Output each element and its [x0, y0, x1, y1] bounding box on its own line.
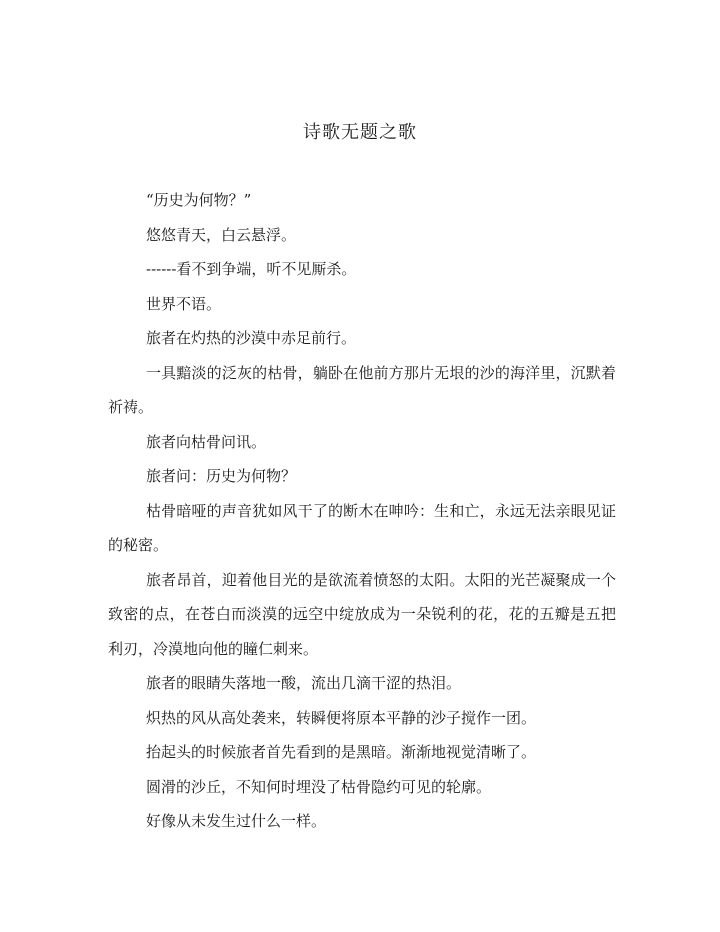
- paragraph: 炽热的风从高处袭来，转瞬便将原本平静的沙子搅作一团。: [146, 708, 537, 727]
- paragraph: 旅者在灼热的沙漠中赤足前行。: [146, 329, 357, 347]
- paragraph: ------看不到争端，听不见厮杀。: [146, 260, 357, 278]
- paragraph: 旅者的眼睛失落地一酸，流出几滴干涩的热泪。: [146, 674, 462, 692]
- paragraph: 旅者问：历史为何物？: [146, 467, 297, 485]
- paragraph: 一具黯淡的泛灰的枯骨，躺卧在他前方那片无垠的沙的海洋里，沉默着祈祷。: [108, 363, 616, 416]
- paragraph: 枯骨暗哑的声音犹如风干了的断木在呻吟：生和亡，永远无法亲眼见证的秘密。: [108, 501, 616, 554]
- document-title: 诗歌无题之歌: [303, 122, 417, 143]
- paragraph: 旅者向枯骨问讯。: [146, 432, 267, 451]
- paragraph: 圆滑的沙丘，不知何时埋没了枯骨隐约可见的轮廓。: [146, 777, 492, 796]
- paragraph: 世界不语。: [146, 294, 222, 313]
- paragraph: 悠悠青天，白云悬浮。: [146, 225, 297, 244]
- paragraph: “历史为何物？”: [146, 191, 252, 209]
- document-body: [108, 183, 616, 839]
- paragraph: 旅者昂首，迎着他目光的是欲流着愤怒的太阳。太阳的光芒凝聚成一个致密的点，在苍白而淡漠的远空中绽放成为一朵锐利的花，花的五瓣是五把利刃，冷漠地向他的瞳仁刺来。: [108, 570, 616, 658]
- paragraph: 抬起头的时候旅者首先看到的是黑暗。渐渐地视觉清晰了。: [146, 743, 537, 761]
- paragraph: 好像从未发生过什么一样。: [146, 812, 327, 830]
